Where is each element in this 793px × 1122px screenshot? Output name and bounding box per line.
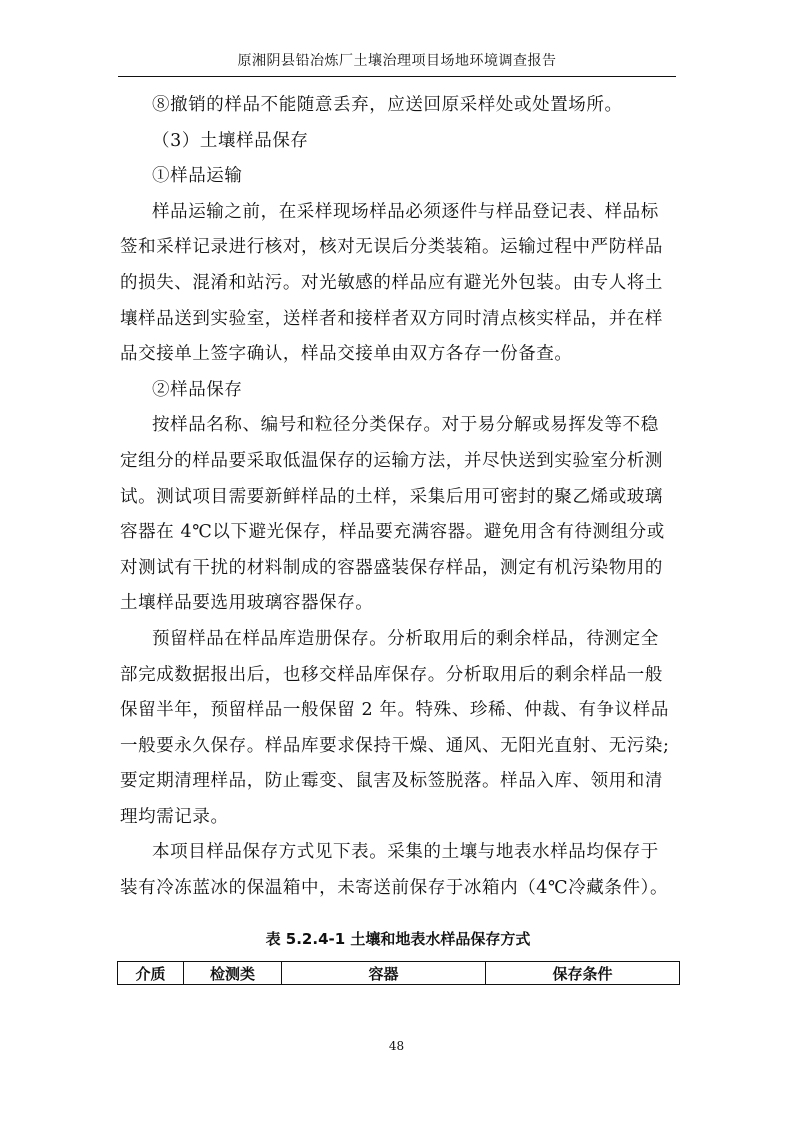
table-header-cell: 介质 (118, 962, 184, 985)
page-number: 48 (388, 1039, 405, 1053)
text-line: 签和采样记录进行核对，核对无误后分类装箱。运输过程中严防样品 (120, 237, 663, 258)
text-line: 按样品名称、编号和粒径分类保存。对于易分解或易挥发等不稳 (152, 415, 659, 436)
text-line: 保留半年，预留样品一般保留 2 年。特殊、珍稀、仲裁、有争议样品 (120, 700, 669, 721)
text-line: 的损失、混淆和站污。对光敏感的样品应有避光外包装。由专人将土 (120, 272, 663, 293)
subsection-heading: ①样品运输 (152, 166, 243, 187)
text-line: 土壤样品要选用玻璃容器保存。 (120, 593, 374, 614)
table-header-cell: 检测类 (184, 962, 282, 985)
text-line: 一般要永久保存。样品库要求保持干燥、通风、无阳光直射、无污染; (120, 735, 670, 756)
text-line: ⑧撤销的样品不能随意丢弃，应送回原采样处或处置场所。 (152, 95, 623, 115)
subsection-heading: ②样品保存 (152, 379, 243, 400)
section-heading: （3）土壤样品保存 (152, 130, 309, 151)
text-line: 理均需记录。 (120, 806, 229, 827)
text-line: 要定期清理样品，防止霉变、鼠害及标签脱落。样品入库、领用和清 (120, 771, 663, 792)
body-text (120, 88, 676, 907)
text-line: 部完成数据报出后，也移交样品库保存。分析取用后的剩余样品一般 (120, 664, 663, 685)
text-line: 样品运输之前，在采样现场样品必须逐件与样品登记表、样品标 (152, 201, 659, 222)
text-line: 本项目样品保存方式见下表。采集的土壤与地表水样品均保存于 (152, 842, 659, 863)
table-header-row (118, 962, 680, 985)
storage-table (117, 961, 680, 985)
table-caption: 表 5.2.4-1 土壤和地表水样品保存方式 (265, 930, 531, 948)
text-line: 容器在 4℃以下避光保存，样品要充满容器。避免用含有待测组分或 (120, 522, 665, 543)
header-rule (118, 76, 676, 77)
text-line: 装有冷冻蓝冰的保温箱中，未寄送前保存于冰箱内（4℃冷藏条件）。 (120, 878, 669, 899)
text-line: 品交接单上签字确认，样品交接单由双方各存一份备查。 (120, 344, 573, 365)
text-line: 壤样品送到实验室，送样者和接样者双方同时清点核实样品，并在样 (120, 308, 663, 329)
text-line: 对测试有干扰的材料制成的容器盛装保存样品，测定有机污染物用的 (120, 557, 663, 578)
table-header-cell: 容器 (282, 962, 486, 985)
text-line: 定组分的样品要采取低温保存的运输方法，并尽快送到实验室分析测 (120, 450, 663, 471)
running-header: 原湘阴县铅冶炼厂土壤治理项目场地环境调查报告 (237, 53, 557, 69)
table-header-cell: 保存条件 (486, 962, 680, 985)
text-line: 试。测试项目需要新鲜样品的土样，采集后用可密封的聚乙烯或玻璃 (120, 486, 663, 507)
text-line: 预留样品在样品库造册保存。分析取用后的剩余样品，待测定全 (152, 628, 659, 649)
